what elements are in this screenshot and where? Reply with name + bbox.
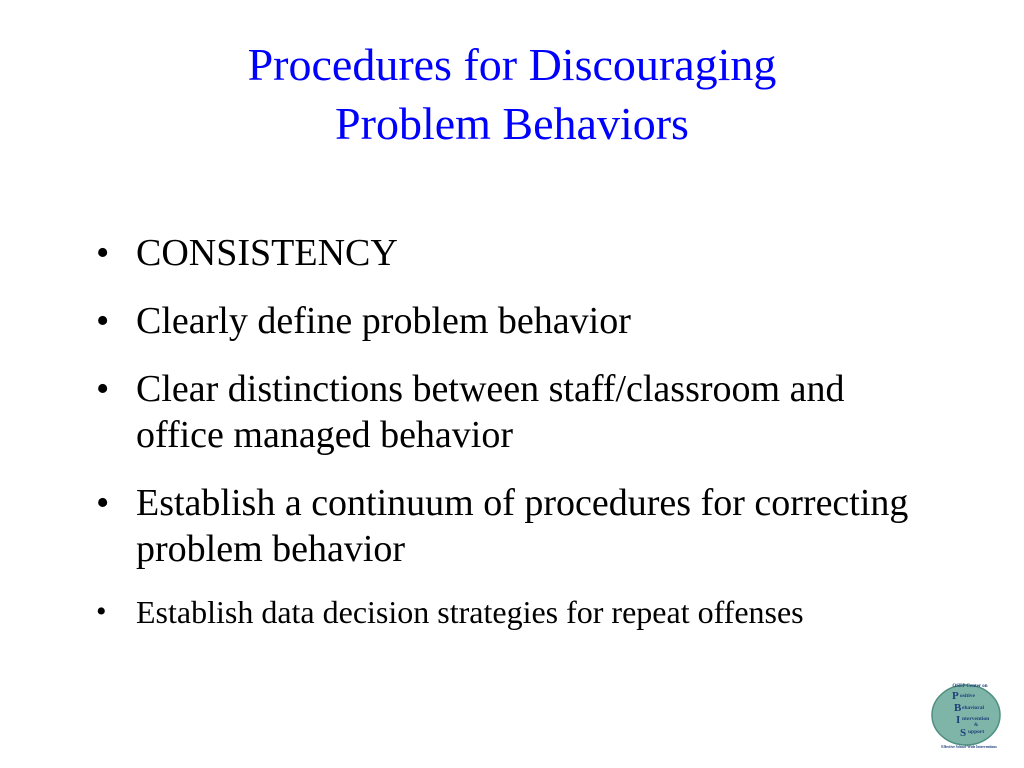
bullet-list <box>96 230 936 656</box>
bullet-dot: • <box>96 595 107 628</box>
slide-title-line-1: Procedures for Discouraging <box>247 39 777 90</box>
slide-title-line-2: Problem Behaviors <box>335 97 689 149</box>
pbis-logo <box>926 680 1012 750</box>
bullet-text: Establish data decision strategies for repeat offenses <box>136 594 804 630</box>
logo-letter-p: P <box>952 690 959 702</box>
bullet-dot: • <box>96 368 110 410</box>
logo-top-text: OSEP Center on <box>952 684 988 689</box>
logo-bottom-text: Effective School-Wide Interventions <box>941 745 997 749</box>
bullet-item <box>96 590 936 634</box>
bullet-dot: • <box>96 232 110 274</box>
bullet-item <box>96 366 936 458</box>
logo-letter-s: S <box>960 727 967 739</box>
logo-word-p: ositive <box>960 693 975 699</box>
bullet-dot: • <box>96 482 110 524</box>
bullet-text: Clear distinctions between staff/classroom and office managed behavior <box>136 368 845 456</box>
bullet-item <box>96 298 936 344</box>
bullet-item <box>96 230 936 276</box>
logo-word-i: ntervention <box>962 716 990 722</box>
logo-word-s: upport <box>968 729 985 735</box>
logo-letter-b: B <box>954 702 962 714</box>
bullet-dot: • <box>96 300 110 342</box>
bullet-text: CONSISTENCY <box>136 232 398 274</box>
logo-letter-i: I <box>956 714 961 726</box>
bullet-text: Clearly define problem behavior <box>136 300 631 342</box>
logo-amp: & <box>974 723 979 728</box>
logo-word-b: ehavioral <box>962 705 984 711</box>
slide-title <box>0 36 1024 154</box>
bullet-item <box>96 480 936 572</box>
bullet-text: Establish a continuum of procedures for correcting problem behavior <box>136 482 909 570</box>
